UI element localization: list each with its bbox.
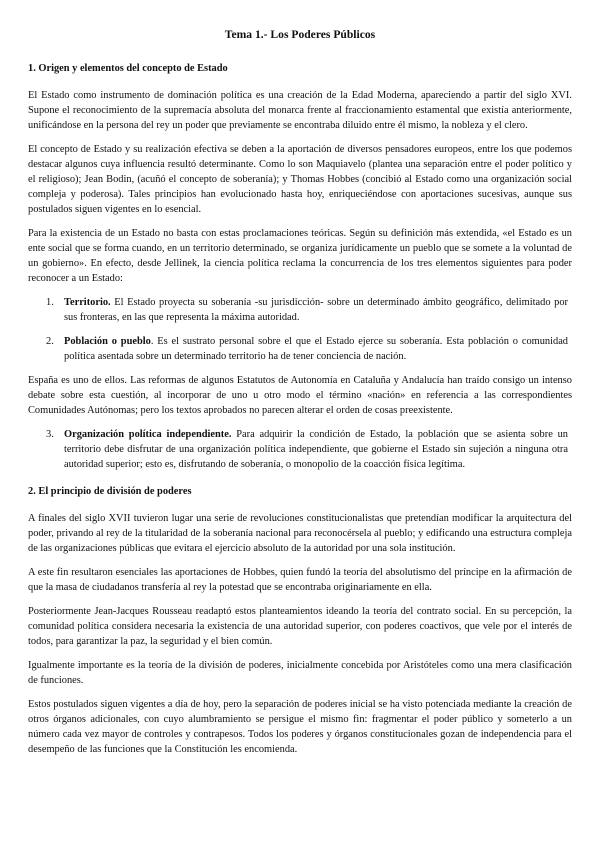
list-term: Organización política independiente. (64, 429, 232, 440)
section-1-paragraph-4: España es uno de ellos. Las reformas de algunos Estatutos de Autonomía en Cataluña y Andalucía han traído consigo un intenso debate sobre esta cuestión, al incorporar de uno u otro modo el término «nación» en referencia a las correspondientes Comunidades Autónomas; pero los textos aprobados no parecen alterar el orden de cosas preexistente. (28, 375, 572, 416)
section-1-heading: 1. Origen y elementos del concepto de Estado (28, 63, 228, 74)
list-number: 2. (46, 336, 54, 347)
section-1-paragraph-1: El Estado como instrumento de dominación política es una creación de la Edad Moderna, apareciendo a partir del siglo XVI. Supone el reconocimiento de la supremacía absoluta del monarca frente al fraccionamiento estamental que existía anteriormente, unificándose en la persona del rey un poder que previamente se encontraba diluido entre él mismo, la nobleza y el clero. (28, 90, 572, 131)
list-term: Territorio. (64, 297, 111, 308)
list-text: . Es el sustrato personal sobre el que el Estado ejerce su soberanía. Esta población o comunidad política asentada sobre un determinado territorio ha de tener conciencia de nación. (64, 336, 568, 362)
list-number: 3. (46, 429, 54, 440)
list-item-territorio (28, 295, 572, 325)
list-text: Para adquirir la condición de Estado, la población que se asienta sobre un territorio debe disfrutar de una organización política independiente, que gobierne el Estado sin sujeción a ninguna otra autoridad superior; esto es, disfrutando de soberanía, o monopolio de la coacción física legítima. (64, 429, 568, 470)
section-2-paragraph-2: A este fin resultaron esenciales las aportaciones de Hobbes, quien fundó la teoría del absolutismo del príncipe en la afirmación de que la masa de ciudadanos transfería al rey la potestad que se encontraba originariamente en ella. (28, 567, 572, 593)
list-item-organizacion (28, 427, 572, 472)
section-2-paragraph-1: A finales del siglo XVII tuvieron lugar una serie de revoluciones constitucionalistas que pretendían modificar la arquitectura del poder, privando al rey de la titularidad de la soberanía nacional para reconocérsela al pueblo; y edificando una estructura compleja de las organizaciones públicas que evitara el ejercicio absoluto de la autoridad por una sola institución. (28, 513, 572, 554)
section-2-paragraph-3: Posteriormente Jean-Jacques Rousseau readaptó estos planteamientos ideando la teoría del contrato social. En su percepción, la comunidad política considera necesaria la existencia de una autoridad superior, con poderes coactivos, que vele por el interés de todos, para garantizar la paz, la seguridad y el bien común. (28, 606, 572, 647)
elements-list-a (28, 295, 572, 364)
list-text: El Estado proyecta su soberanía -su jurisdicción- sobre un determinado ámbito geográfico, delimitado por sus fronteras, en las que representa la máxima autoridad. (64, 297, 568, 323)
list-item-poblacion (28, 334, 572, 364)
list-number: 1. (46, 297, 54, 308)
section-2-heading: 2. El principio de división de poderes (28, 486, 192, 497)
section-2-paragraph-4: Igualmente importante es la teoría de la división de poderes, inicialmente concebida por Aristóteles como una mera clasificación de funciones. (28, 660, 572, 686)
section-2-paragraph-5: Estos postulados siguen vigentes a día de hoy, pero la separación de poderes inicial se ha visto potenciada mediante la creación de otros órganos adicionales, con cuyo alumbramiento se persigue el mismo fin: fragmentar el poder público y someterlo a un número cada vez mayor de controles y contrapesos. Todos los poderes y órganos constitucionales gozan de independencia para el desempeño de las funciones que la Constitución les encomienda. (28, 699, 572, 755)
list-term: Población o pueblo (64, 336, 151, 347)
section-1-paragraph-2: El concepto de Estado y su realización efectiva se deben a la aportación de diversos pensadores europeos, entre los que podemos destacar algunos cuya influencia resultó determinante. Como lo son Maquiavelo (plantea una separación entre el poder político y el religioso); Jean Bodin, (acuñó el concepto de soberanía); y Thomas Hobbes (concibió al Estado como una organización social compleja y poderosa). Tales principios han evolucionado hasta hoy, enriqueciéndose con aportaciones sucesivas, aunque sus postulados siguen vigentes en lo esencial. (28, 144, 572, 215)
document-title: Tema 1.- Los Poderes Públicos (224, 28, 376, 41)
elements-list-b (28, 427, 572, 472)
section-1-paragraph-3: Para la existencia de un Estado no basta con estas proclamaciones teóricas. Según su definición más extendida, «el Estado es un ente social que se forma cuando, en un territorio determinado, se organiza jurídicamente un pueblo que se somete a la voluntad de un gobierno». En efecto, desde Jellinek, la ciencia política reclama la concurrencia de los tres elementos siguientes para poder reconocer a un Estado: (28, 228, 572, 284)
